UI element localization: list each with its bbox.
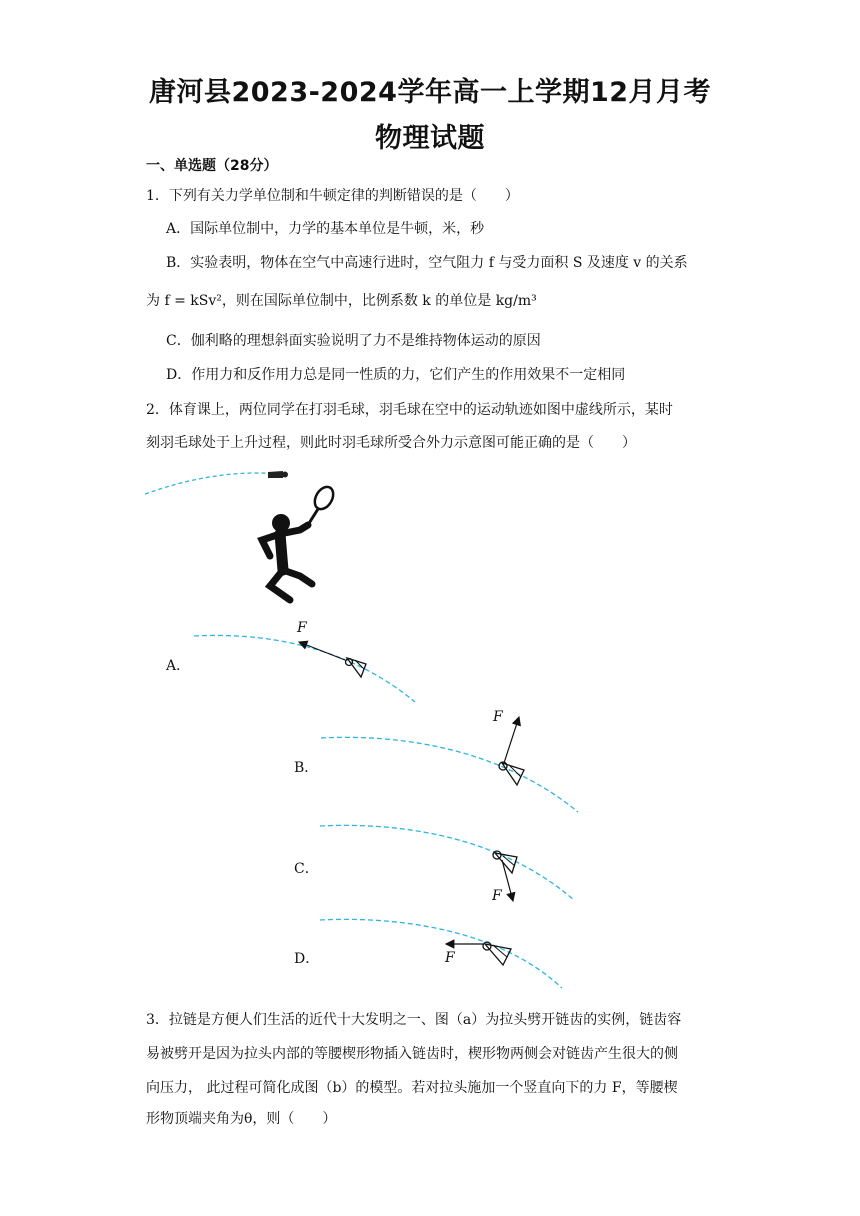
page-title: 唐河县2023-2024学年高一上学期12月月考 [148,77,712,108]
option-c-force-label: F [492,888,502,904]
option-b-force-label: F [493,709,503,725]
q2-stem-line2: 刻羽毛球处于上升过程，则此时羽毛球所受合外力示意图可能正确的是（ ） [146,435,636,451]
option-d-shuttlecock-icon [483,942,511,965]
q1-option-a: A．国际单位制中，力学的基本单位是牛顿，米，秒 [166,221,485,237]
option-a-force-label: F [297,620,307,636]
page-subtitle: 物理试题 [375,123,485,154]
q1-option-c: C．伽利略的理想斜面实验说明了力不是维持物体运动的原因 [166,333,541,349]
q3-line2: 易被劈开是因为拉头内部的等腰楔形物插入链齿时，楔形物两侧会对链齿产生很大的侧 [146,1046,678,1062]
q1-option-b-line1: B．实验表明，物体在空气中高速行进时，空气阻力 f 与受力面积 S 及速度 v 的关系 [166,255,688,271]
q1-option-d: D．作用力和反作用力总是同一性质的力，它们产生的作用效果不一定相同 [166,367,626,383]
option-d-force-label: F [445,950,455,966]
q2-option-b-label: B． [294,760,319,776]
q3-line3: 向压力， 此过程可简化成图（b）的模型。若对拉头施加一个竖直向下的力 F，等腰楔 [146,1080,678,1096]
option-d-trajectory [320,919,562,988]
q2-option-d-label: D． [294,951,320,967]
q3-line4: 形物顶端夹角为θ，则（ ） [146,1111,337,1127]
q2-option-a-label: A． [166,658,191,674]
q2-option-c-label: C． [294,861,319,877]
q1-stem: 1．下列有关力学单位制和牛顿定律的判断错误的是（ ） [146,188,519,204]
q2-stem-line1: 2．体育课上，两位同学在打羽毛球，羽毛球在空中的运动轨迹如图中虚线所示，某时 [146,402,673,418]
q3-line1: 3．拉链是方便人们生活的近代十大发明之一、图（a）为拉头劈开链齿的实例，链齿容 [146,1012,682,1028]
q1-option-b-line2: 为 f = kSv²，则在国际单位制中，比例系数 k 的单位是 kg/m³ [146,293,537,309]
section-heading: 一、单选题（28分） [146,158,278,174]
